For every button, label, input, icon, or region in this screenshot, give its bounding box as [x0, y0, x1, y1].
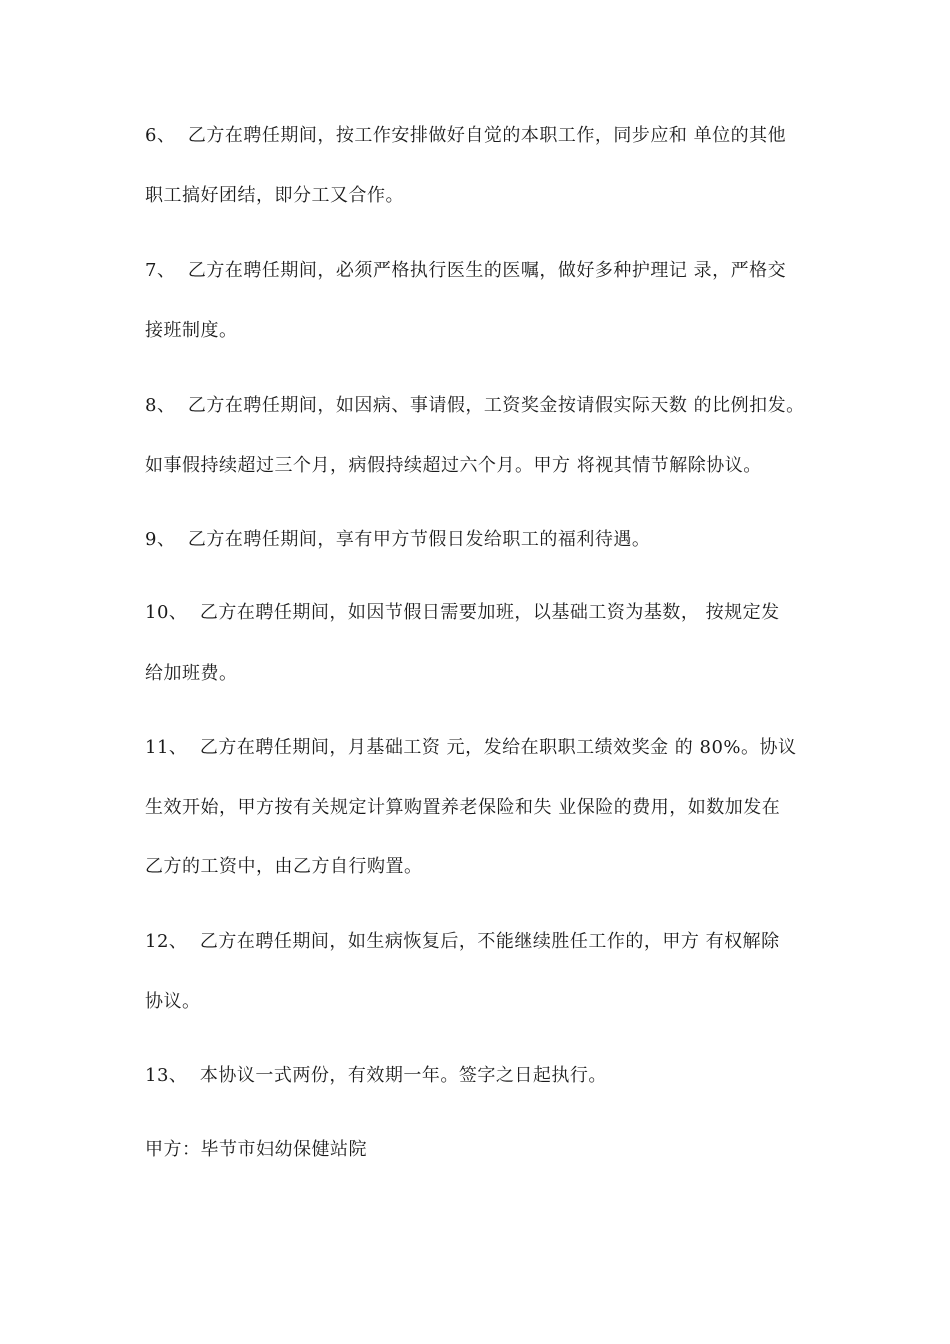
clause-11-line-2: 生效开始，甲方按有关规定计算购置养老保险和失 业保险的费用，如数加发在 [145, 797, 781, 818]
clause-13-line-1: 13、 本协议一式两份，有效期一年。签字之日起执行。 [145, 1065, 607, 1086]
clause-7-line-1: 7、 乙方在聘任期间，必须严格执行医生的医嘱，做好多种护理记 录，严格交 [145, 260, 787, 281]
clause-12-line-2: 协议。 [145, 991, 201, 1012]
clause-11-line-3: 乙方的工资中，由乙方自行购置。 [145, 856, 423, 877]
clause-9-line-1: 9、 乙方在聘任期间，享有甲方节假日发给职工的福利待遇。 [145, 529, 651, 550]
clause-8-line-1: 8、 乙方在聘任期间，如因病、事请假，工资奖金按请假实际天数 的比例扣发。 [145, 395, 805, 416]
clause-7-line-2: 接班制度。 [145, 320, 238, 341]
clause-12-line-1: 12、 乙方在聘任期间，如生病恢复后，不能继续胜任工作的，甲方 有权解除 [145, 931, 780, 952]
clause-10-line-2: 给加班费。 [145, 663, 238, 684]
clause-6-line-1: 6、 乙方在聘任期间，按工作安排做好自觉的本职工作，同步应和 单位的其他 [145, 125, 787, 146]
clause-11-line-1: 11、 乙方在聘任期间，月基础工资 元，发给在职职工绩效奖金 的 80%。协议 [145, 737, 797, 758]
clause-8-line-2: 如事假持续超过三个月，病假持续超过六个月。甲方 将视其情节解除协议。 [145, 455, 762, 476]
clause-10-line-1: 10、 乙方在聘任期间，如因节假日需要加班，以基础工资为基数， 按规定发 [145, 602, 780, 623]
party-a-signature-line: 甲方：毕节市妇幼保健站院 [145, 1139, 367, 1160]
clause-6-line-2: 职工搞好团结，即分工又合作。 [145, 185, 404, 206]
